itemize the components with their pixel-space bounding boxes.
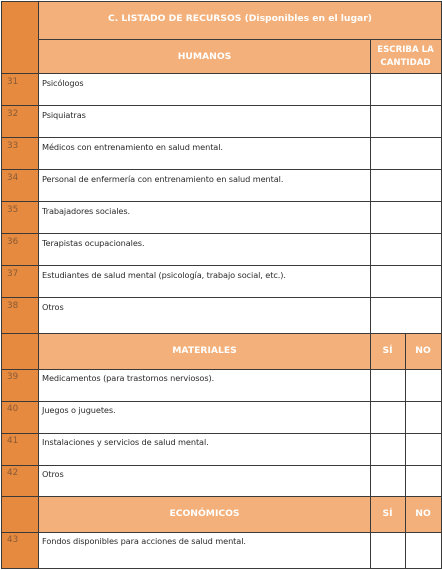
- materiales-number-header: [2, 333, 39, 369]
- resource-label: Otros: [42, 302, 64, 312]
- row-divider: [1, 333, 442, 334]
- row-number: 42: [7, 468, 19, 478]
- row-divider: [1, 433, 442, 434]
- row-number: 43: [7, 535, 19, 545]
- resource-label: Trabajadores sociales.: [42, 206, 131, 216]
- row-number: 38: [7, 301, 19, 311]
- column-divider: [370, 39, 371, 569]
- materiales-header: MATERIALES: [172, 345, 237, 356]
- row-number: 32: [7, 109, 19, 119]
- no-checkbox[interactable]: [405, 369, 441, 401]
- quantity-input[interactable]: [370, 137, 441, 169]
- quantity-header-line-1: ESCRIBA LA: [377, 45, 434, 55]
- yes-checkbox[interactable]: [370, 369, 405, 401]
- economicos-header: ECONÓMICOS: [169, 508, 240, 519]
- row-number: 37: [7, 269, 19, 279]
- resource-label: Estudiantes de salud mental (psicología, trabajo social, etc.).: [42, 270, 286, 280]
- humanos-header: HUMANOS: [177, 51, 232, 62]
- materiales-no-header: NO: [415, 345, 431, 356]
- no-checkbox[interactable]: [405, 433, 441, 465]
- economicos-yes-header: SÍ: [382, 508, 393, 519]
- resource-label: Personal de enfermería con entrenamiento en salud mental.: [42, 174, 284, 184]
- section-number-column-header: [2, 2, 39, 73]
- resource-label: Medicamentos (para trastornos nerviosos).: [42, 373, 215, 383]
- resource-label: Otros: [42, 469, 64, 479]
- row-divider: [1, 265, 442, 266]
- row-divider: [1, 105, 442, 106]
- section-title: C. LISTADO DE RECURSOS (Disponibles en el lugar): [108, 13, 372, 24]
- row-number: 35: [7, 205, 19, 215]
- quantity-input[interactable]: [370, 233, 441, 265]
- row-divider: [1, 137, 442, 138]
- quantity-input[interactable]: [370, 201, 441, 233]
- no-checkbox[interactable]: [405, 532, 441, 568]
- table-border: [1, 568, 442, 569]
- row-number: 41: [7, 436, 19, 446]
- resource-label: Juegos o juguetes.: [42, 405, 116, 415]
- row-number: 36: [7, 237, 19, 247]
- yes-checkbox[interactable]: [370, 433, 405, 465]
- quantity-input[interactable]: [370, 105, 441, 137]
- quantity-input[interactable]: [370, 265, 441, 297]
- row-divider: [1, 201, 442, 202]
- quantity-header-line-2: CANTIDAD: [380, 58, 431, 68]
- row-divider: [38, 39, 442, 40]
- column-divider: [38, 1, 39, 569]
- yes-checkbox[interactable]: [370, 401, 405, 433]
- resource-label: Psiquiatras: [42, 110, 86, 120]
- row-number: 34: [7, 173, 19, 183]
- resource-label: Instalaciones y servicios de salud mental.: [42, 437, 209, 447]
- quantity-input[interactable]: [370, 297, 441, 333]
- row-number: 39: [7, 372, 19, 382]
- row-divider: [1, 401, 442, 402]
- quantity-input[interactable]: [370, 73, 441, 105]
- row-divider: [1, 73, 442, 74]
- table-border: [1, 1, 442, 2]
- row-divider: [1, 532, 442, 533]
- quantity-input[interactable]: [370, 169, 441, 201]
- resource-label: Terapistas ocupacionales.: [42, 238, 145, 248]
- resource-label: Fondos disponibles para acciones de salud mental.: [42, 536, 246, 546]
- row-number: 31: [7, 77, 19, 87]
- row-divider: [1, 496, 442, 497]
- yes-checkbox[interactable]: [370, 532, 405, 568]
- row-divider: [1, 233, 442, 234]
- no-checkbox[interactable]: [405, 465, 441, 496]
- yes-checkbox[interactable]: [370, 465, 405, 496]
- no-checkbox[interactable]: [405, 401, 441, 433]
- row-divider: [1, 465, 442, 466]
- row-number: 40: [7, 404, 19, 414]
- economicos-number-header: [2, 496, 39, 532]
- table-border: [1, 1, 2, 569]
- row-divider: [1, 369, 442, 370]
- row-divider: [1, 169, 442, 170]
- resource-label: Médicos con entrenamiento en salud mental.: [42, 142, 223, 152]
- row-divider: [1, 297, 442, 298]
- economicos-no-header: NO: [415, 508, 431, 519]
- row-number: 33: [7, 141, 19, 151]
- resource-label: Psicólogos: [42, 78, 84, 88]
- materiales-yes-header: SÍ: [382, 345, 393, 356]
